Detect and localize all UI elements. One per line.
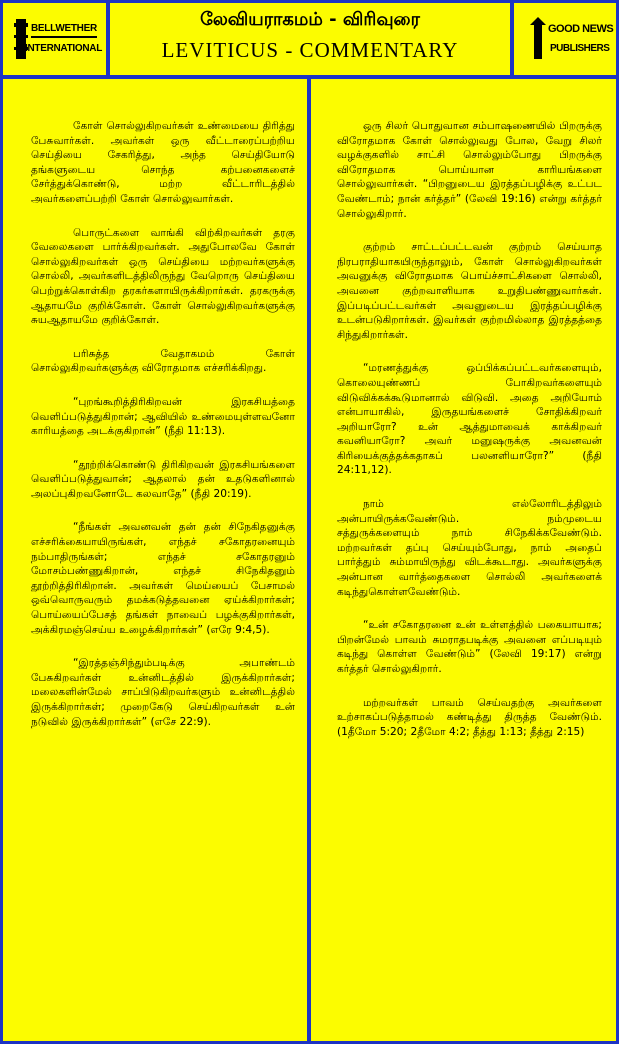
good-news-logo bbox=[520, 11, 612, 67]
title-english: LEVITICUS - COMMENTARY bbox=[161, 38, 459, 62]
paragraph: குற்றம் சாட்டப்பட்டவன் குற்றம் செய்யாத நிரபராதியாகயிருந்தாலும், கோள் சொல்லுகிறவர்கள் அவனுக்கு விரோதமாக பொய்ச்சாட்சிகளை சொல்லி, அவனை குற்றவாளியாக உறுதிபண்ணுவார்கள். இப்படிப்பட்டவர்கள் அவனுடைய இரத்தப்பழிக்கு உடன்படுகிறார்கள். இவர்கள் குற்றமில்லாத இரத்தத்தை சிந்துகிறார்கள். bbox=[337, 241, 602, 341]
logo-line1: GOOD NEWS bbox=[548, 23, 614, 35]
title-tamil: லேவியராகமம் - விரிவுரை bbox=[200, 9, 420, 30]
bellwether-icon bbox=[11, 15, 31, 63]
logo-underline bbox=[31, 36, 97, 38]
logo-line1: BELLWETHER bbox=[31, 23, 97, 34]
paragraph: “நீங்கள் அவனவன் தன் தன் சிநேகிதனுக்கு எச்சரிக்கையாயிருங்கள், எந்தச் சகோதரனையும் நம்பாதிருங்கள்; எந்தச் சகோதரனும் மோசம்பண்ணுகிறான், எந்தச் சிநேகிதனும் தூற்றித்திரிகிறான். அவர்கள் மெய்யைப் பேசாமல் ஒவ்வொருவரும் தமக்கடுத்தவனை ஏய்க்கிறார்கள்; பொய்யைப்பேசத் தங்கள் நாவைப் பழக்குகிறார்கள், அக்கிரமஞ்செய்ய உழைக்கிறார்கள்” (எரே 9:4,5). bbox=[31, 521, 295, 636]
header-title-box bbox=[110, 3, 510, 75]
paragraph: கோள் சொல்லுகிறவர்கள் உண்மையை திரித்து பேசுவார்கள். அவர்கள் ஒரு வீட்டாரைப்பற்றிய செய்தியை சேகரித்து, அந்த செய்தியோடு தங்களுடைய சொந்த கற்பனைகளைச் சேர்த்துக்கொண்டு, மற்ற வீட்டாரிடத்தில் அவர்களைப்பற்றி கோள் சொல்லுவார்கள். bbox=[31, 120, 295, 205]
logo-line2: INTERNATIONAL bbox=[25, 43, 103, 54]
paragraph: “தூற்றிக்கொண்டு திரிகிறவன் இரகசியங்களை வெளிப்படுத்துவான்; ஆதலால் தன் உதடுகளினால் அலப்புகிறவனோடே கலவாதே” (நீதி 20:19). bbox=[31, 458, 295, 500]
publisher-icon bbox=[526, 15, 550, 63]
paragraph: பரிசுத்த வேதாகமம் கோள் சொல்லுகிறவர்களுக்கு விரோதமாக எச்சரிக்கிறது. bbox=[31, 347, 295, 375]
paragraph: “இரத்தஞ்சிந்தும்படிக்கு அபாண்டம் பேசுகிறவர்கள் உன்னிடத்தில் இருக்கிறார்கள்; மலைகளின்மேல் சாப்பிடுகிறவர்களும் உன்னிடத்தில் இருக்கிறார்கள்; முறைகேடு செய்கிறவர்கள் உன் நடுவில் இருக்கிறார்கள்” (எசே 22:9). bbox=[31, 657, 295, 728]
paragraph: “உன் சகோதரனை உன் உள்ளத்தில் பகையாயாக; பிறன்மேல் பாவம் சுமராதபடிக்கு அவனை எப்படியும் கடிந்து கொள்ள வேண்டும்” (லேவி 19:17) என்று கர்த்தர் சொல்லுகிறார். bbox=[337, 619, 602, 675]
right-column bbox=[311, 79, 616, 1041]
bellwether-logo bbox=[11, 13, 103, 65]
paragraph: மற்றவர்கள் பாவம் செய்வதற்கு அவர்களை உற்சாகப்படுத்தாமல் கண்டித்து திருத்த வேண்டும். (1தீமோ 5:20; 2தீமோ 4:2; தீத்து 1:13; தீத்து 2:15) bbox=[337, 696, 602, 738]
header-right-logo-box bbox=[514, 3, 616, 75]
paragraph: நாம் எல்லோரிடத்திலும் அன்பாயிருக்கவேண்டும். நம்முடைய சத்துருக்களையும் நாம் சிநேகிக்கவேண்டும். மற்றவர்கள் தப்பு செய்யும்போது, நாம் அதைப் பார்த்தும் சும்மாயிருந்து விடக்கூடாது. அவர்களுக்கு அன்பான வார்த்தைகளை சொல்லி அவர்களைக் கடிந்துகொள்ளவேண்டும். bbox=[337, 498, 602, 598]
paragraph: ஒரு சிலர் பொதுவான சம்பாஷணையில் பிறருக்கு விரோதமாக கோள் சொல்லுவது போல, வேறு சிலர் வழக்குகளில் சாட்சி சொல்லும்போது பிறருக்கு விரோதமாக பொய்யான காரியங்களை சொல்லுவார்கள். “பிறனுடைய இரத்தப்பழிக்கு உட்பட வேண்டாம்; நான் கர்த்தர்” (லேவி 19:16) என்று கர்த்தர் சொல்லுகிறார். bbox=[337, 120, 602, 220]
paragraph: பொருட்களை வாங்கி விற்கிறவர்கள் தரகு வேலைகளை பார்க்கிறவர்கள். அதுபோலவே கோள் சொல்லுகிறவர்கள் ஒரு செய்தியை மற்றவர்களுக்கு சொல்லி, அவர்களிடத்திலிருந்து வேறொரு செய்தியை பெற்றுக்கொள்கிற தரகர்களாயிருக்கிறார்கள். தரகருக்கு ஆதாயமே குறிக்கோள். கோள் சொல்லுகிறவர்களுக்கு சுயஆதாயமே குறிக்கோள். bbox=[31, 226, 295, 327]
paragraph: “மரணத்துக்கு ஒப்பிக்கப்பட்டவர்களையும், கொலையுண்ணப் போகிறவர்களையும் விடுவிக்கக்கூடுமானால் விடுவி. அதை அறியோம் என்பாயாகில், இருதயங்களைச் சோதிக்கிறவர் அறியாரோ? உன் ஆத்துமாவைக் காக்கிறவர் கவனியாரோ? அவர் மனுஷருக்கு அவனவன் கிரியைக்குத்தக்கதாகப் பலனளியாரோ?” (நீதி 24:11,12). bbox=[337, 362, 602, 477]
left-column bbox=[3, 79, 307, 1041]
header-left-logo-box bbox=[3, 3, 106, 75]
logo-line2: PUBLISHERS bbox=[550, 43, 610, 54]
paragraph: “புறங்கூறித்திரிகிறவன் இரகசியத்தை வெளிப்படுத்துகிறான்; ஆவியில் உண்மையுள்ளவனோ காரியத்தை அடக்குகிறான்” (நீதி 11:13). bbox=[31, 395, 295, 438]
